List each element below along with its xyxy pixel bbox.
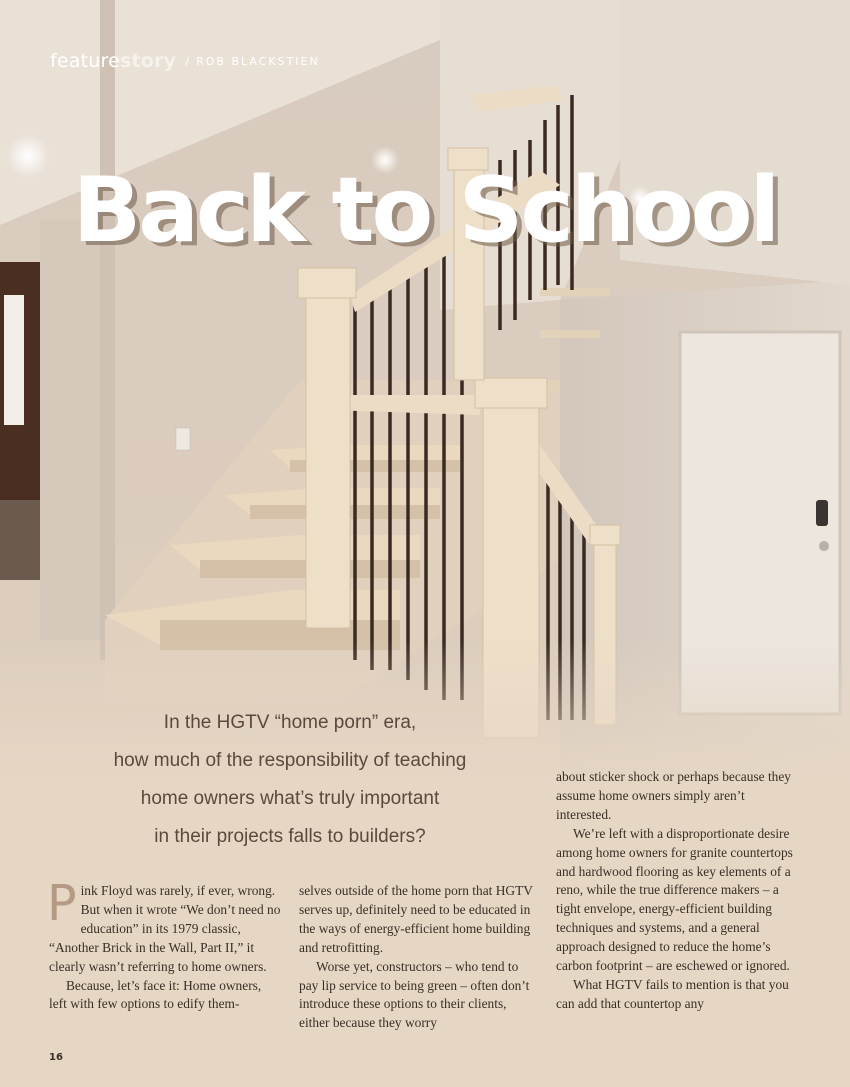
body-paragraph: about sticker shock or perhaps because they assume home owners simply aren’t interested. [556,769,791,822]
body-paragraph: What HGTV fails to mention is that you can add that countertop any [556,976,789,1011]
body-paragraph: Because, let’s face it: Home owners, left with few options to edify them- [49,977,262,1012]
deck-line: In the HGTV “home porn” era, [163,712,417,733]
body-paragraph: Pink Floyd was rarely, if ever, wrong. But when it wrote “We don’t need no education” in its 1979 classic, “Another Brick in the Wall, Part II,” it clearly wasn’t referring to home owners. [47,875,281,974]
body-column-1 [47,875,281,1014]
section-label-bold: story [120,50,177,72]
section-label-light: feature [50,50,120,72]
kicker-separator: / [185,55,190,68]
body-column-2 [299,882,539,1033]
deck-line: how much of the responsibility of teaching [113,750,467,771]
body-paragraph: We’re left with a disproportionate desire among home owners for granite countertops and hardwood flooring as key elements of a reno, while the true difference makers – a tight envelope, energy-efficient building techniques and systems, and a general approach designed to reduce the home’s carbon footprint – are eschewed or ignored. [556,825,793,974]
article-headline: Back to School [72,158,778,263]
author-byline: ROB BLACKSTIEN [196,55,320,68]
deck-line: in their projects falls to builders? [154,826,426,847]
body-paragraph: Worse yet, constructors – who tend to pay lip service to being green – often don’t introduce these options to their clients, either because they worry [299,958,530,1031]
section-kicker [50,50,320,72]
deck-line: home owners what’s truly important [140,788,440,809]
body-paragraph: selves outside of the home porn that HGTV serves up, definitely need to be educated in the ways of energy-efficient home building and retrofitting. [299,883,533,955]
body-column-3 [556,768,796,1014]
article-deck [80,704,500,856]
drop-cap: P [47,875,77,932]
page-number: 16 [49,1052,63,1063]
